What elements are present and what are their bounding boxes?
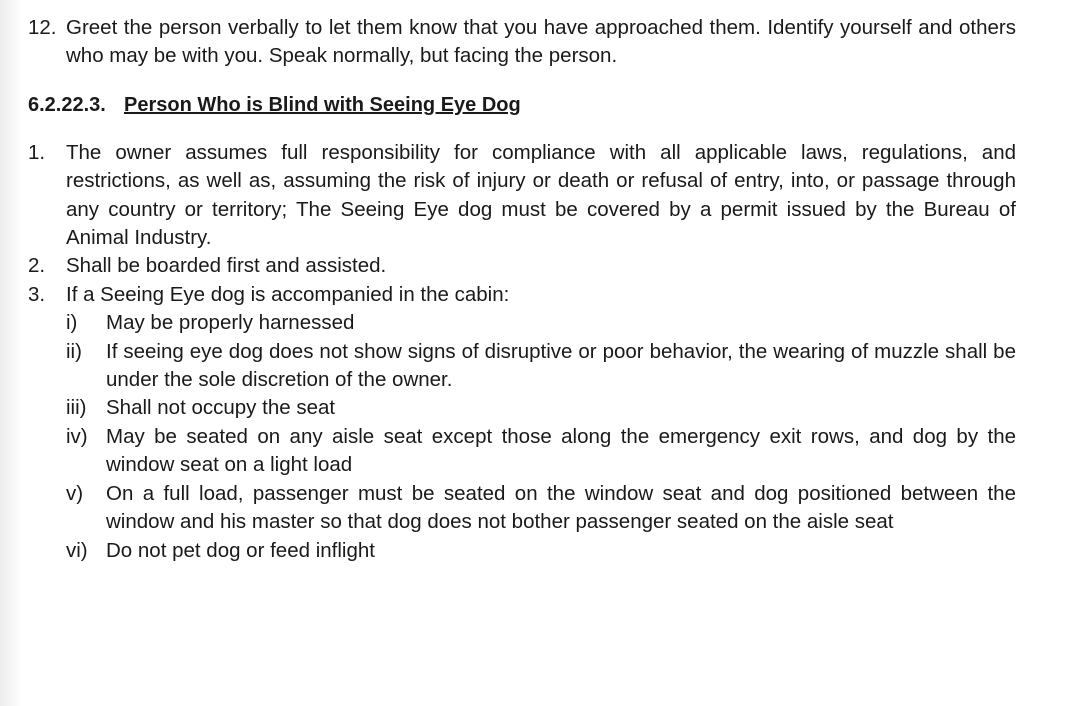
list-item-3 [28,281,1016,309]
sub-list-item-text: On a full load, passenger must be seated on the window seat and dog positioned between the window and his master so that dog does not bother passenger seated on the aisle seat [106,481,1016,534]
list-item-text: Greet the person verbally to let them know that you have approached them. Identify yourself and others who may be with you. Speak normally, but facing the person. [66,16,1016,68]
sub-list-marker: iii) [66,396,87,420]
list-item-1 [28,139,1016,253]
sub-list-item-i [66,309,1016,337]
sub-list-item-iii [66,394,1016,422]
sub-list-marker: vi) [66,538,88,562]
sub-list-item-vi [66,537,1016,565]
sub-list-item-text: May be properly harnessed [106,311,355,335]
sub-list-item-text: Do not pet dog or feed inflight [106,538,375,562]
sub-list-item-text: May be seated on any aisle seat except those along the emergency exit rows, and dog by the window seat on a light load [106,424,1016,477]
sub-list-item-text: Shall not occupy the seat [106,396,336,420]
sub-list [66,309,1016,565]
list-marker: 1. [28,140,46,164]
list-marker: 3. [28,282,46,306]
list-item-12 [28,14,1016,71]
list-item-text: If a Seeing Eye dog is accompanied in the cabin: [66,282,510,306]
list-marker: 12. [28,16,57,39]
sub-list-item-iv [66,423,1016,480]
sub-list-marker: i) [66,311,78,335]
sub-list-item-text: If seeing eye dog does not show signs of disruptive or poor behavior, the wearing of muzzle shall be under the sole discretion of the owner. [106,339,1016,392]
list-item-text: The owner assumes full responsibility for compliance with all applicable laws, regulations, and restrictions, as well as, assuming the risk of injury or death or refusal of entry, into, or passage through any country or territory; The Seeing Eye dog must be covered by a permit issued by the Bureau of Animal Industry. [66,140,1016,250]
list-item-text: Shall be boarded first and assisted. [66,254,387,278]
page-edge-shadow [0,0,22,706]
sub-list-marker: ii) [66,339,82,363]
sub-list-marker: iv) [66,424,88,448]
section-number: 6.2.22.3. [28,93,106,116]
section-heading [28,91,1016,119]
sub-list-marker: v) [66,481,84,505]
document-page [28,14,1016,565]
sub-list-item-v [66,480,1016,537]
section-title: Person Who is Blind with Seeing Eye Dog [124,93,521,116]
sub-list-item-ii [66,338,1016,395]
list-marker: 2. [28,254,46,278]
list-item-2 [28,252,1016,280]
